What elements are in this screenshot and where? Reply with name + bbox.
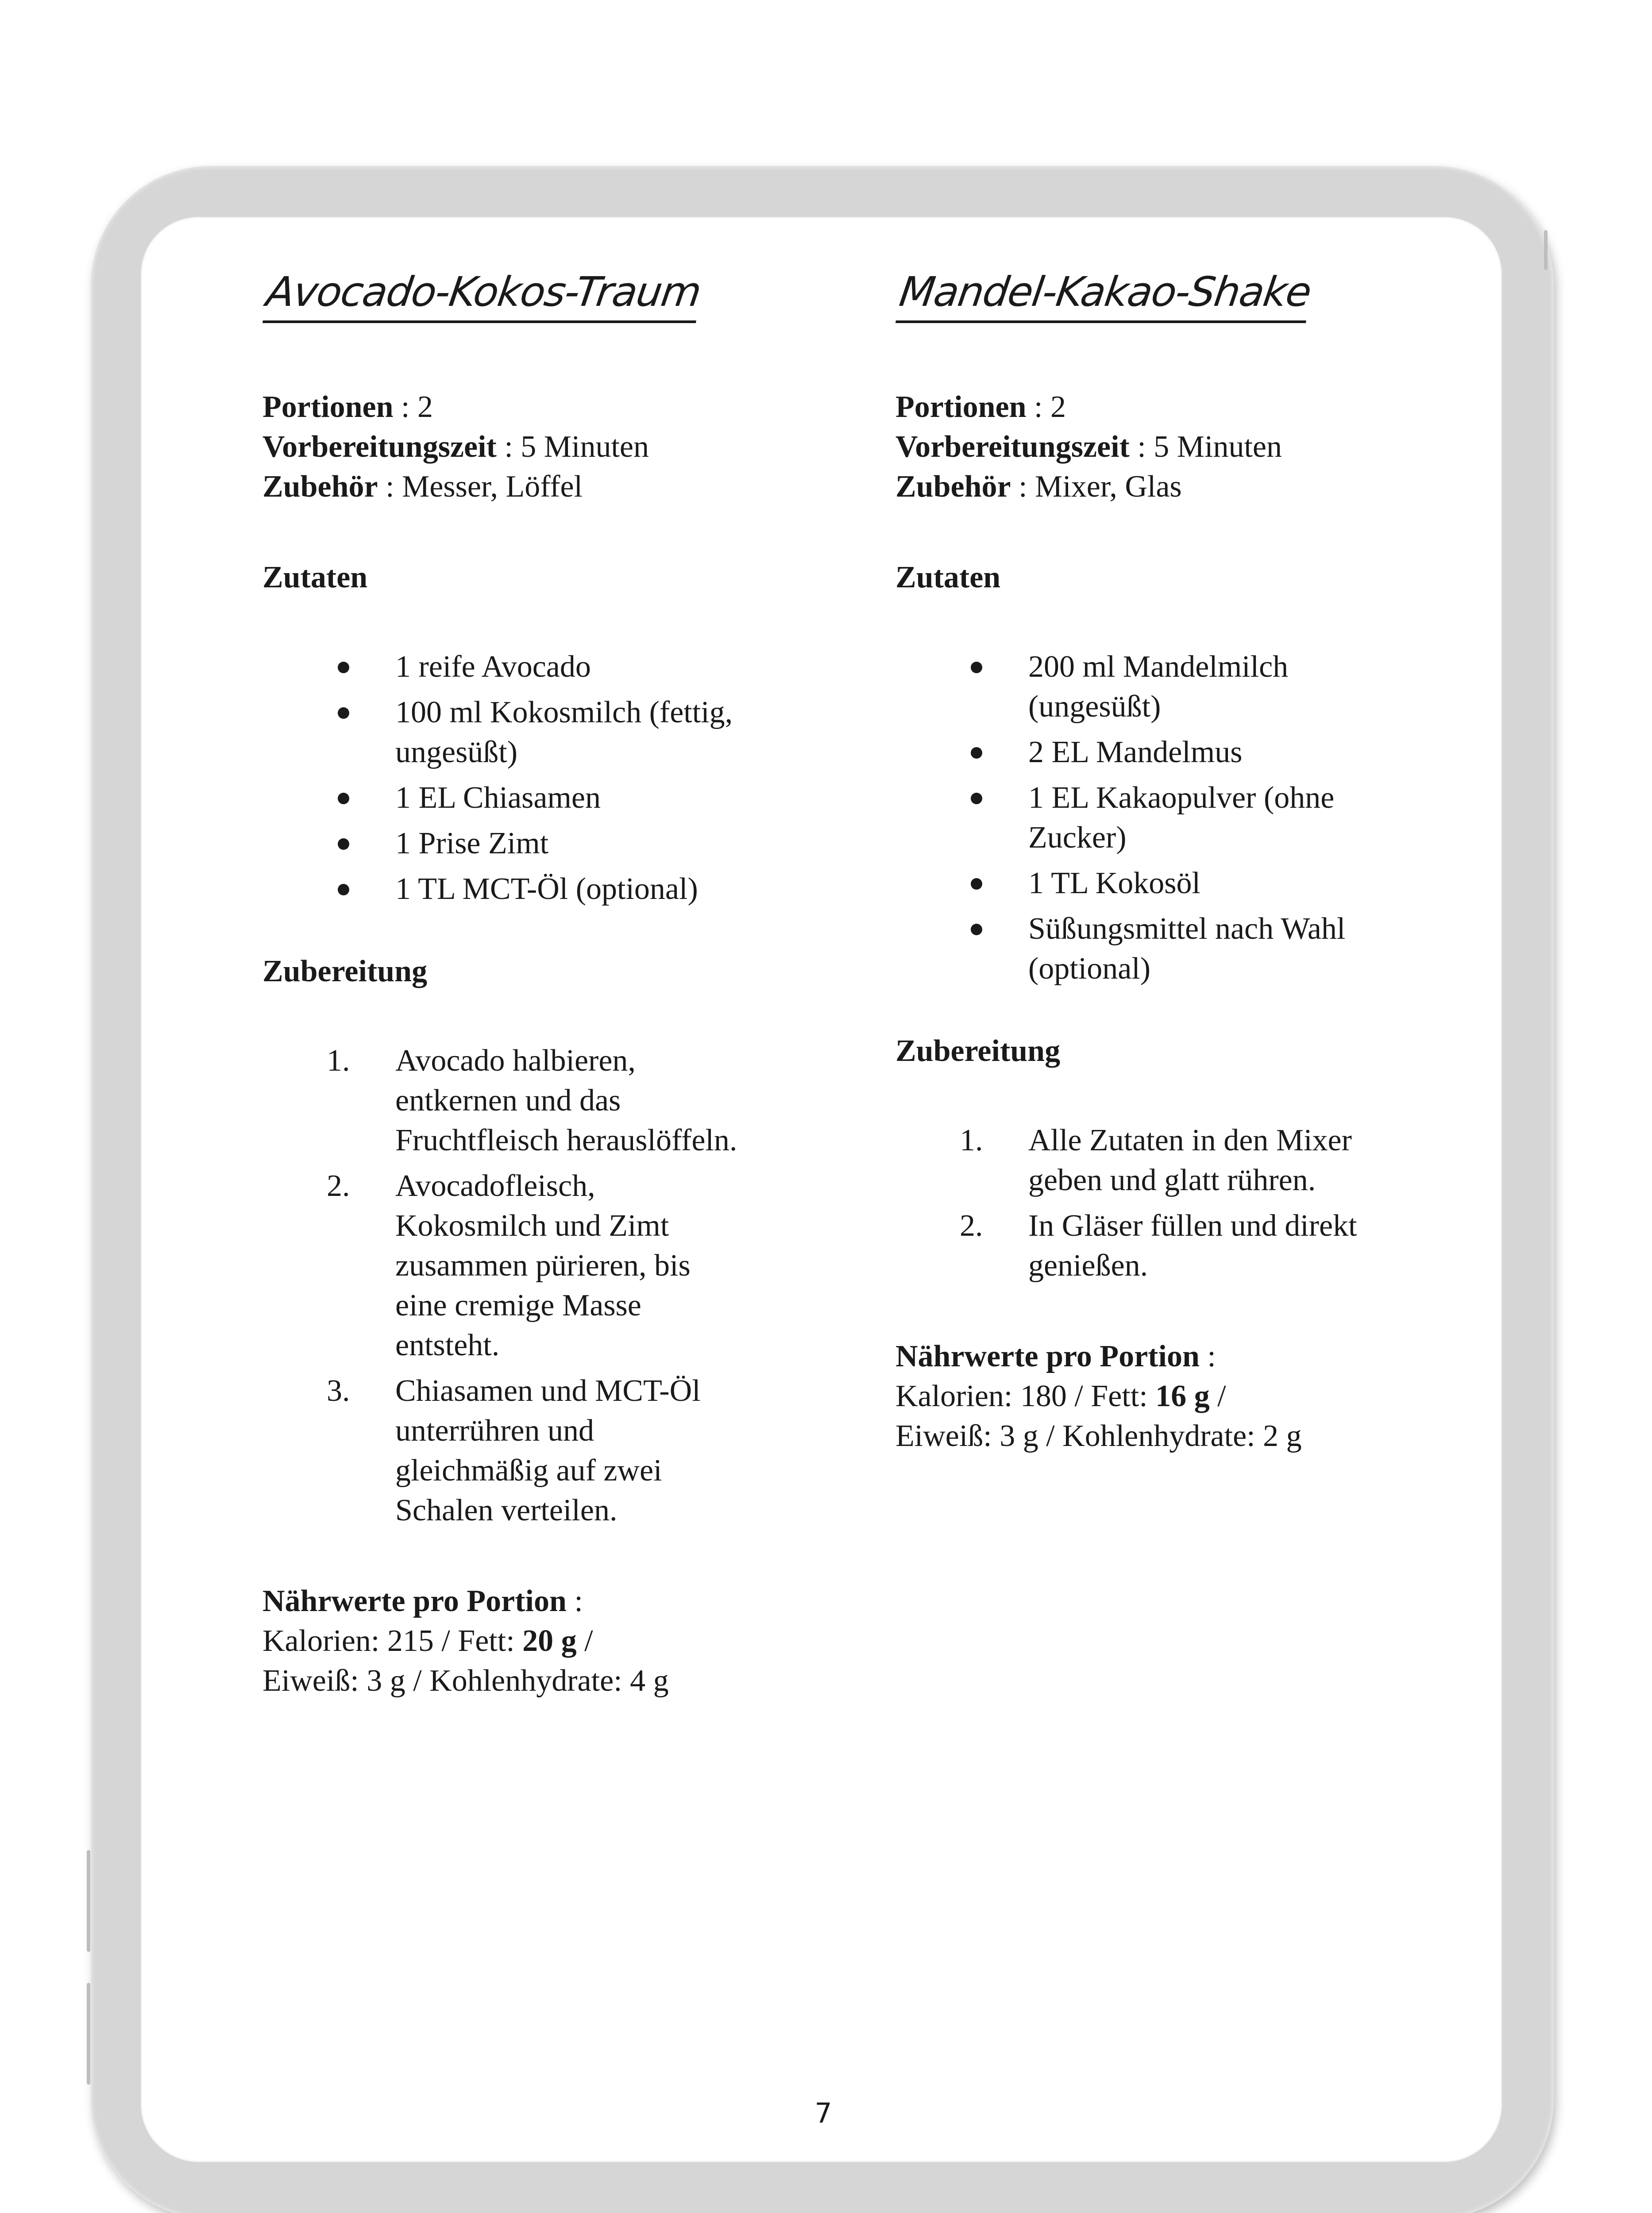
list-item xyxy=(262,869,741,909)
prep-time-value: : 5 Minuten xyxy=(1129,430,1282,464)
bullet-icon xyxy=(338,707,349,719)
tools-line xyxy=(895,467,1374,507)
nutrition-label: Nährwerte pro Portion xyxy=(262,1584,567,1618)
nutrition-separator: : xyxy=(1199,1339,1216,1373)
step-number: 3. xyxy=(327,1374,350,1408)
portions-line xyxy=(895,387,1374,427)
nutrition-heading-line xyxy=(895,1337,1374,1376)
list-item xyxy=(895,647,1374,727)
recipe-title: Avocado-Kokos-Traum xyxy=(262,266,704,323)
step-number: 1. xyxy=(960,1123,983,1157)
list-item xyxy=(895,778,1374,858)
tools-label: Zubehör xyxy=(262,470,378,504)
preparation-steps xyxy=(262,1041,741,1531)
list-item xyxy=(262,1371,741,1531)
bullet-icon xyxy=(971,662,982,673)
page-number: 7 xyxy=(814,2097,832,2129)
bullet-icon xyxy=(971,793,982,804)
step-text: Chiasamen und MCT-Öl unterrühren und gleichmäßig auf zwei Schalen verteilen. xyxy=(395,1374,701,1527)
prep-time-line xyxy=(262,427,741,467)
tablet-volume-button-down xyxy=(87,1983,90,2085)
bullet-icon xyxy=(338,662,349,673)
nutrition-block xyxy=(262,1581,741,1701)
step-text: Avocadofleisch, Kokosmilch und Zimt zusammen pürieren, bis eine cremige Masse entsteht. xyxy=(395,1169,691,1362)
list-item xyxy=(895,864,1374,903)
tools-line xyxy=(262,467,741,507)
bullet-icon xyxy=(971,747,982,759)
ingredients-heading: Zutaten xyxy=(262,560,368,594)
preparation-heading: Zubereitung xyxy=(895,1034,1061,1068)
nutrition-label: Nährwerte pro Portion xyxy=(895,1339,1200,1373)
recipe-column-left xyxy=(262,266,741,1701)
ingredients-list xyxy=(262,647,741,909)
portions-value: : 2 xyxy=(1026,390,1066,424)
bullet-icon xyxy=(971,878,982,890)
recipe-title: Mandel-Kakao-Shake xyxy=(895,266,1314,323)
macros-line: Eiweiß: 3 g / Kohlenhydrate: 4 g xyxy=(262,1664,669,1698)
ingredient-text: 100 ml Kokosmilch (fettig, ungesüßt) xyxy=(395,695,733,769)
prep-time-label: Vorbereitungszeit xyxy=(262,430,497,464)
fat-suffix: / xyxy=(1209,1379,1226,1413)
tablet-side-button xyxy=(1544,230,1548,270)
bullet-icon xyxy=(971,924,982,935)
calories-line xyxy=(262,1621,741,1661)
nutrition-block xyxy=(895,1337,1374,1456)
bullet-icon xyxy=(338,884,349,895)
list-item xyxy=(262,824,741,864)
list-item xyxy=(262,647,741,687)
step-number: 2. xyxy=(327,1169,350,1203)
list-item xyxy=(895,1121,1374,1200)
ingredient-text: 2 EL Mandelmus xyxy=(1028,735,1243,769)
fat-value: 20 g xyxy=(522,1624,577,1658)
calories-line xyxy=(895,1376,1374,1416)
recipe-meta xyxy=(262,387,741,507)
prep-time-value: : 5 Minuten xyxy=(496,430,649,464)
step-number: 1. xyxy=(327,1044,350,1078)
fat-suffix: / xyxy=(576,1624,593,1658)
portions-line xyxy=(262,387,741,427)
list-item xyxy=(262,693,741,772)
calories-text: Kalorien: 180 / Fett: xyxy=(895,1379,1156,1413)
bullet-icon xyxy=(338,838,349,850)
list-item xyxy=(262,1041,741,1160)
recipe-column-right xyxy=(895,266,1374,1456)
step-number: 2. xyxy=(960,1209,983,1243)
calories-text: Kalorien: 215 / Fett: xyxy=(262,1624,523,1658)
ingredients-list xyxy=(895,647,1374,989)
tools-value: : Mixer, Glas xyxy=(1011,470,1182,504)
nutrition-heading-line xyxy=(262,1581,741,1621)
prep-time-label: Vorbereitungszeit xyxy=(895,430,1130,464)
tools-value: : Messer, Löffel xyxy=(378,470,583,504)
preparation-heading: Zubereitung xyxy=(262,954,428,988)
ingredient-text: 1 TL MCT-Öl (optional) xyxy=(395,872,698,906)
portions-label: Portionen xyxy=(262,390,394,424)
ingredient-text: 1 TL Kokosöl xyxy=(1028,866,1200,900)
ingredient-text: 200 ml Mandelmilch (ungesüßt) xyxy=(1028,650,1289,724)
step-text: Alle Zutaten in den Mixer geben und glatt rühren. xyxy=(1028,1123,1352,1197)
ingredients-heading: Zutaten xyxy=(895,560,1001,594)
list-item xyxy=(895,733,1374,772)
list-item xyxy=(895,909,1374,989)
portions-value: : 2 xyxy=(393,390,433,424)
step-text: In Gläser füllen und direkt genießen. xyxy=(1028,1209,1357,1283)
prep-time-line xyxy=(895,427,1374,467)
step-text: Avocado halbieren, entkernen und das Fruchtfleisch herauslöffeln. xyxy=(395,1044,737,1157)
tablet-volume-button-up xyxy=(87,1850,90,1952)
nutrition-separator: : xyxy=(566,1584,583,1618)
ingredient-text: 1 reife Avocado xyxy=(395,650,591,684)
ingredient-text: 1 Prise Zimt xyxy=(395,826,549,860)
ingredient-text: 1 EL Kakaopulver (ohne Zucker) xyxy=(1028,781,1335,855)
portions-label: Portionen xyxy=(895,390,1027,424)
ingredient-text: Süßungsmittel nach Wahl (optional) xyxy=(1028,912,1346,986)
list-item xyxy=(895,1206,1374,1286)
macros-line: Eiweiß: 3 g / Kohlenhydrate: 2 g xyxy=(895,1419,1302,1453)
fat-value: 16 g xyxy=(1155,1379,1210,1413)
tools-label: Zubehör xyxy=(895,470,1011,504)
recipe-meta xyxy=(895,387,1374,507)
list-item xyxy=(262,1166,741,1365)
ingredient-text: 1 EL Chiasamen xyxy=(395,781,601,815)
bullet-icon xyxy=(338,793,349,804)
preparation-steps xyxy=(895,1121,1374,1286)
list-item xyxy=(262,778,741,818)
